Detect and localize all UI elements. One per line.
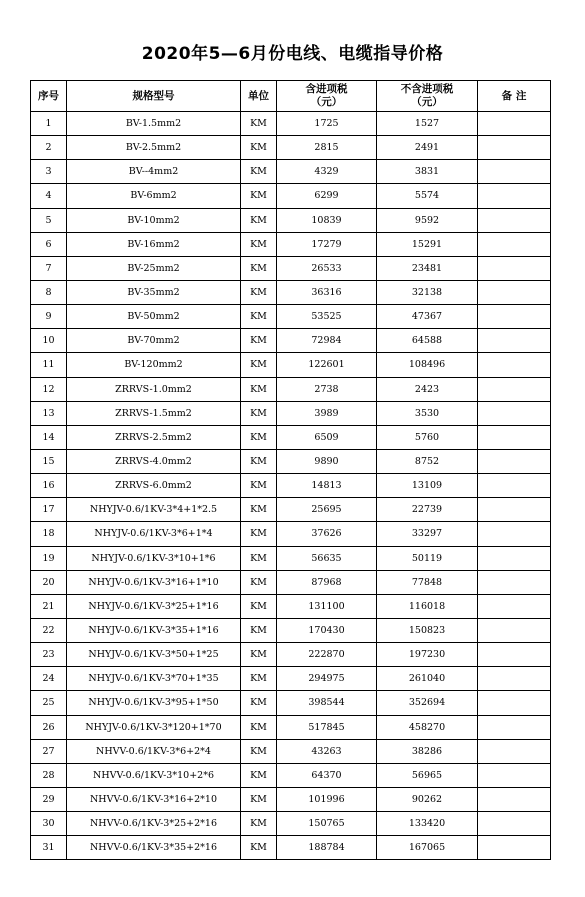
cell-price-tax: 14813 — [277, 474, 377, 498]
cell-note — [478, 280, 551, 304]
cell-note — [478, 618, 551, 642]
header-price-notax-line1: 不含进项税 — [400, 83, 454, 95]
cell-note — [478, 329, 551, 353]
cell-seq: 29 — [31, 787, 67, 811]
header-price-tax-line1: 含进项税 — [305, 83, 348, 95]
table-row — [31, 546, 551, 570]
cell-seq: 30 — [31, 812, 67, 836]
cell-price-tax: 53525 — [277, 305, 377, 329]
cell-price-notax: 9592 — [377, 208, 478, 232]
cell-unit: KM — [241, 739, 277, 763]
cell-seq: 28 — [31, 763, 67, 787]
cell-price-notax: 167065 — [377, 836, 478, 860]
cell-price-tax: 222870 — [277, 643, 377, 667]
cell-unit: KM — [241, 715, 277, 739]
cell-unit: KM — [241, 643, 277, 667]
cell-spec: NHYJV-0.6/1KV-3*35+1*16 — [67, 618, 241, 642]
cell-unit: KM — [241, 160, 277, 184]
cell-price-notax: 47367 — [377, 305, 478, 329]
cell-note — [478, 522, 551, 546]
cell-spec: ZRRVS-2.5mm2 — [67, 425, 241, 449]
cell-seq: 20 — [31, 570, 67, 594]
table-row — [31, 160, 551, 184]
cell-unit: KM — [241, 474, 277, 498]
cell-seq: 25 — [31, 691, 67, 715]
header-price-notax-line2: （元） — [411, 96, 443, 108]
cell-spec: ZRRVS-4.0mm2 — [67, 449, 241, 473]
cell-price-tax: 9890 — [277, 449, 377, 473]
cell-seq: 3 — [31, 160, 67, 184]
cell-price-tax: 517845 — [277, 715, 377, 739]
table-header-row — [31, 81, 551, 112]
table-row — [31, 184, 551, 208]
cell-note — [478, 136, 551, 160]
cell-unit: KM — [241, 618, 277, 642]
table-row — [31, 377, 551, 401]
table-row — [31, 763, 551, 787]
table-row — [31, 474, 551, 498]
cell-price-tax: 64370 — [277, 763, 377, 787]
cell-price-notax: 5574 — [377, 184, 478, 208]
cell-price-tax: 2815 — [277, 136, 377, 160]
cell-price-notax: 150823 — [377, 618, 478, 642]
cell-price-tax: 25695 — [277, 498, 377, 522]
table-row — [31, 715, 551, 739]
cell-unit: KM — [241, 184, 277, 208]
cell-spec: BV-50mm2 — [67, 305, 241, 329]
cell-unit: KM — [241, 836, 277, 860]
cell-spec: BV-35mm2 — [67, 280, 241, 304]
cell-note — [478, 208, 551, 232]
cell-price-tax: 398544 — [277, 691, 377, 715]
cell-price-tax: 2738 — [277, 377, 377, 401]
cell-seq: 18 — [31, 522, 67, 546]
cell-price-notax: 116018 — [377, 594, 478, 618]
table-row — [31, 836, 551, 860]
cell-price-tax: 56635 — [277, 546, 377, 570]
table-row — [31, 208, 551, 232]
cell-price-notax: 261040 — [377, 667, 478, 691]
cell-price-notax: 3530 — [377, 401, 478, 425]
cell-price-notax: 458270 — [377, 715, 478, 739]
cell-spec: NHYJV-0.6/1KV-3*4+1*2.5 — [67, 498, 241, 522]
cell-price-tax: 6509 — [277, 425, 377, 449]
cell-price-tax: 26533 — [277, 256, 377, 280]
header-price-notax — [377, 81, 478, 112]
cell-seq: 24 — [31, 667, 67, 691]
cell-seq: 15 — [31, 449, 67, 473]
cell-note — [478, 377, 551, 401]
cell-seq: 22 — [31, 618, 67, 642]
cell-spec: BV-25mm2 — [67, 256, 241, 280]
cell-price-tax: 37626 — [277, 522, 377, 546]
cell-unit: KM — [241, 498, 277, 522]
cell-price-tax: 1725 — [277, 112, 377, 136]
cell-price-notax: 90262 — [377, 787, 478, 811]
header-price-tax-line2: （元） — [310, 96, 343, 108]
cell-spec: NHYJV-0.6/1KV-3*10+1*6 — [67, 546, 241, 570]
cell-seq: 7 — [31, 256, 67, 280]
table-row — [31, 136, 551, 160]
cell-seq: 16 — [31, 474, 67, 498]
cell-note — [478, 184, 551, 208]
cell-price-notax: 15291 — [377, 232, 478, 256]
cell-price-notax: 108496 — [377, 353, 478, 377]
cell-seq: 23 — [31, 643, 67, 667]
cell-unit: KM — [241, 546, 277, 570]
table-row — [31, 812, 551, 836]
cell-seq: 14 — [31, 425, 67, 449]
cell-note — [478, 232, 551, 256]
cell-price-notax: 64588 — [377, 329, 478, 353]
cell-seq: 8 — [31, 280, 67, 304]
cell-spec: NHVV-0.6/1KV-3*35+2*16 — [67, 836, 241, 860]
cell-spec: NHVV-0.6/1KV-3*16+2*10 — [67, 787, 241, 811]
table-row — [31, 787, 551, 811]
table-body — [31, 112, 551, 860]
cell-price-tax: 131100 — [277, 594, 377, 618]
cell-unit: KM — [241, 353, 277, 377]
cell-spec: NHVV-0.6/1KV-3*25+2*16 — [67, 812, 241, 836]
cell-note — [478, 812, 551, 836]
cell-note — [478, 353, 551, 377]
table-row — [31, 643, 551, 667]
cell-price-tax: 188784 — [277, 836, 377, 860]
header-unit: 单位 — [241, 81, 277, 112]
cell-unit: KM — [241, 256, 277, 280]
cell-note — [478, 570, 551, 594]
table-row — [31, 232, 551, 256]
table-row — [31, 112, 551, 136]
cell-note — [478, 691, 551, 715]
table-row — [31, 691, 551, 715]
cell-price-notax: 133420 — [377, 812, 478, 836]
cell-note — [478, 256, 551, 280]
table-row — [31, 667, 551, 691]
cell-seq: 12 — [31, 377, 67, 401]
cell-unit: KM — [241, 425, 277, 449]
cell-unit: KM — [241, 667, 277, 691]
cell-seq: 2 — [31, 136, 67, 160]
cell-price-tax: 6299 — [277, 184, 377, 208]
cell-note — [478, 401, 551, 425]
cell-spec: BV-120mm2 — [67, 353, 241, 377]
cell-note — [478, 305, 551, 329]
cell-price-tax: 36316 — [277, 280, 377, 304]
cell-price-tax: 17279 — [277, 232, 377, 256]
cell-price-tax: 10839 — [277, 208, 377, 232]
cell-price-notax: 56965 — [377, 763, 478, 787]
cell-price-tax: 150765 — [277, 812, 377, 836]
page-title: 2020年5—6月份电线、电缆指导价格 — [141, 44, 444, 64]
cell-note — [478, 739, 551, 763]
cell-price-notax: 3831 — [377, 160, 478, 184]
cell-spec: NHVV-0.6/1KV-3*10+2*6 — [67, 763, 241, 787]
cell-spec: NHYJV-0.6/1KV-3*16+1*10 — [67, 570, 241, 594]
cell-spec: BV-2.5mm2 — [67, 136, 241, 160]
cell-price-notax: 13109 — [377, 474, 478, 498]
cell-spec: ZRRVS-6.0mm2 — [67, 474, 241, 498]
header-note: 备 注 — [478, 81, 551, 112]
header-spec: 规格型号 — [67, 81, 241, 112]
cell-seq: 26 — [31, 715, 67, 739]
cell-price-tax: 43263 — [277, 739, 377, 763]
cell-seq: 6 — [31, 232, 67, 256]
cell-seq: 5 — [31, 208, 67, 232]
cell-unit: KM — [241, 112, 277, 136]
cell-spec: NHYJV-0.6/1KV-3*50+1*25 — [67, 643, 241, 667]
cell-seq: 17 — [31, 498, 67, 522]
table-row — [31, 353, 551, 377]
cell-price-notax: 2491 — [377, 136, 478, 160]
header-seq: 序号 — [31, 81, 67, 112]
cell-price-notax: 32138 — [377, 280, 478, 304]
cell-unit: KM — [241, 280, 277, 304]
cell-spec: BV-1.5mm2 — [67, 112, 241, 136]
cell-spec: NHYJV-0.6/1KV-3*120+1*70 — [67, 715, 241, 739]
cell-unit: KM — [241, 208, 277, 232]
cell-unit: KM — [241, 329, 277, 353]
cell-price-notax: 23481 — [377, 256, 478, 280]
cell-price-notax: 77848 — [377, 570, 478, 594]
cell-note — [478, 715, 551, 739]
cell-unit: KM — [241, 377, 277, 401]
cell-spec: NHYJV-0.6/1KV-3*25+1*16 — [67, 594, 241, 618]
cell-seq: 21 — [31, 594, 67, 618]
cell-price-notax: 352694 — [377, 691, 478, 715]
cell-spec: BV-70mm2 — [67, 329, 241, 353]
cell-spec: NHYJV-0.6/1KV-3*95+1*50 — [67, 691, 241, 715]
cell-note — [478, 763, 551, 787]
cell-price-notax: 38286 — [377, 739, 478, 763]
cell-unit: KM — [241, 401, 277, 425]
cell-seq: 19 — [31, 546, 67, 570]
cell-unit: KM — [241, 787, 277, 811]
cell-note — [478, 498, 551, 522]
cell-price-tax: 4329 — [277, 160, 377, 184]
cell-unit: KM — [241, 232, 277, 256]
cell-price-notax: 22739 — [377, 498, 478, 522]
cell-price-notax: 50119 — [377, 546, 478, 570]
cell-price-tax: 122601 — [277, 353, 377, 377]
cell-price-notax: 2423 — [377, 377, 478, 401]
table-row — [31, 522, 551, 546]
cell-price-tax: 294975 — [277, 667, 377, 691]
cell-unit: KM — [241, 594, 277, 618]
cell-note — [478, 112, 551, 136]
cell-seq: 27 — [31, 739, 67, 763]
cell-spec: BV--4mm2 — [67, 160, 241, 184]
table-row — [31, 329, 551, 353]
cell-spec: NHYJV-0.6/1KV-3*6+1*4 — [67, 522, 241, 546]
cell-spec: BV-16mm2 — [67, 232, 241, 256]
cell-unit: KM — [241, 812, 277, 836]
cell-price-notax: 197230 — [377, 643, 478, 667]
table-row — [31, 570, 551, 594]
cell-seq: 9 — [31, 305, 67, 329]
cell-seq: 31 — [31, 836, 67, 860]
table-row — [31, 498, 551, 522]
cell-note — [478, 546, 551, 570]
cell-price-tax: 72984 — [277, 329, 377, 353]
cell-spec: BV-10mm2 — [67, 208, 241, 232]
cell-price-notax: 1527 — [377, 112, 478, 136]
cell-unit: KM — [241, 763, 277, 787]
cell-unit: KM — [241, 136, 277, 160]
cell-price-tax: 101996 — [277, 787, 377, 811]
cell-price-tax: 87968 — [277, 570, 377, 594]
cell-note — [478, 594, 551, 618]
cell-spec: NHVV-0.6/1KV-3*6+2*4 — [67, 739, 241, 763]
cell-seq: 10 — [31, 329, 67, 353]
cell-price-tax: 170430 — [277, 618, 377, 642]
cell-note — [478, 160, 551, 184]
cell-note — [478, 667, 551, 691]
table-row — [31, 425, 551, 449]
cell-spec: NHYJV-0.6/1KV-3*70+1*35 — [67, 667, 241, 691]
price-table — [30, 80, 551, 860]
table-row — [31, 739, 551, 763]
header-price-tax — [277, 81, 377, 112]
cell-unit: KM — [241, 570, 277, 594]
cell-price-notax: 5760 — [377, 425, 478, 449]
cell-unit: KM — [241, 691, 277, 715]
cell-seq: 11 — [31, 353, 67, 377]
cell-price-tax: 3989 — [277, 401, 377, 425]
cell-note — [478, 836, 551, 860]
table-row — [31, 401, 551, 425]
cell-unit: KM — [241, 449, 277, 473]
table-row — [31, 280, 551, 304]
cell-unit: KM — [241, 305, 277, 329]
cell-note — [478, 787, 551, 811]
table-row — [31, 256, 551, 280]
cell-note — [478, 474, 551, 498]
cell-seq: 13 — [31, 401, 67, 425]
cell-spec: ZRRVS-1.0mm2 — [67, 377, 241, 401]
cell-note — [478, 643, 551, 667]
cell-seq: 1 — [31, 112, 67, 136]
cell-note — [478, 449, 551, 473]
cell-spec: ZRRVS-1.5mm2 — [67, 401, 241, 425]
cell-seq: 4 — [31, 184, 67, 208]
cell-unit: KM — [241, 522, 277, 546]
cell-price-notax: 33297 — [377, 522, 478, 546]
cell-note — [478, 425, 551, 449]
table-row — [31, 594, 551, 618]
table-row — [31, 449, 551, 473]
table-row — [31, 305, 551, 329]
cell-price-notax: 8752 — [377, 449, 478, 473]
cell-spec: BV-6mm2 — [67, 184, 241, 208]
table-row — [31, 618, 551, 642]
